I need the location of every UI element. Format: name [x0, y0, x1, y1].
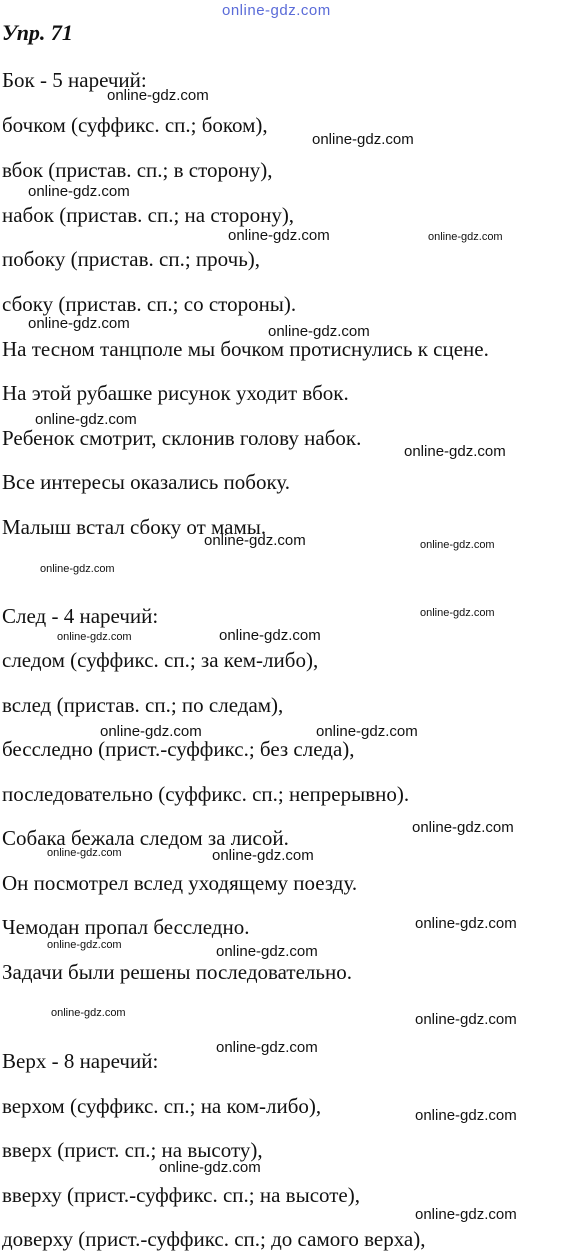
text-line: Ребенок смотрит, склонив голову набок. [2, 426, 362, 450]
watermark: online-gdz.com [428, 231, 503, 243]
watermark: online-gdz.com [268, 323, 370, 340]
text-line: бочком (суффикс. сп.; боком), [2, 113, 268, 137]
watermark: online-gdz.com [100, 723, 202, 740]
watermark: online-gdz.com [312, 131, 414, 148]
watermark: online-gdz.com [404, 443, 506, 460]
text-line: бесследно (прист.-суффикс.; без следа), [2, 737, 355, 761]
watermark: online-gdz.com [216, 943, 318, 960]
watermark: online-gdz.com [204, 532, 306, 549]
text-line: След - 4 наречий: [2, 604, 159, 628]
text-line: вбок (пристав. сп.; в сторону), [2, 158, 273, 182]
text-line: сбоку (пристав. сп.; со стороны). [2, 292, 297, 316]
watermark: online-gdz.com [216, 1039, 318, 1056]
watermark: online-gdz.com [420, 607, 495, 619]
text-line: Собака бежала следом за лисой. [2, 826, 289, 850]
watermark: online-gdz.com [28, 315, 130, 332]
watermark: online-gdz.com [316, 723, 418, 740]
watermark-top: online-gdz.com [222, 2, 331, 19]
text-line: вслед (пристав. сп.; по следам), [2, 693, 284, 717]
watermark: online-gdz.com [219, 627, 321, 644]
watermark: online-gdz.com [35, 411, 137, 428]
text-line: Он посмотрел вслед уходящему поезду. [2, 871, 358, 895]
watermark: online-gdz.com [228, 227, 330, 244]
text-line: последовательно (суффикс. сп.; непрерывно). [2, 782, 410, 806]
watermark: online-gdz.com [415, 1206, 517, 1223]
text-line: доверху (прист.-суффикс. сп.; до самого верха), [2, 1227, 426, 1251]
text-line: Задачи были решены последовательно. [2, 960, 352, 984]
text-line: побоку (пристав. сп.; прочь), [2, 247, 261, 271]
text-line: На этой рубашке рисунок уходит вбок. [2, 381, 349, 405]
watermark: online-gdz.com [159, 1159, 261, 1176]
text-line: Малыш встал сбоку от мамы. [2, 515, 267, 539]
text-line: Все интересы оказались побоку. [2, 470, 291, 494]
text-line: следом (суффикс. сп.; за кем-либо), [2, 648, 319, 672]
watermark: online-gdz.com [47, 939, 122, 951]
text-line: вверх (прист. сп.; на высоту), [2, 1138, 263, 1162]
watermark: online-gdz.com [51, 1007, 126, 1019]
exercise-title: Упр. 71 [2, 20, 73, 45]
watermark: online-gdz.com [412, 819, 514, 836]
watermark: online-gdz.com [420, 539, 495, 551]
text-line: верхом (суффикс. сп.; на ком-либо), [2, 1094, 322, 1118]
watermark: online-gdz.com [415, 1107, 517, 1124]
watermark: online-gdz.com [107, 87, 209, 104]
text-line: Верх - 8 наречий: [2, 1049, 159, 1073]
text-line: вверху (прист.-суффикс. сп.; на высоте), [2, 1183, 360, 1207]
text-line: Чемодан пропал бесследно. [2, 915, 250, 939]
text-line: Бок - 5 наречий: [2, 68, 147, 92]
watermark: online-gdz.com [40, 563, 115, 575]
watermark: online-gdz.com [415, 915, 517, 932]
watermark: online-gdz.com [212, 847, 314, 864]
watermark: online-gdz.com [415, 1011, 517, 1028]
watermark: online-gdz.com [28, 183, 130, 200]
watermark: online-gdz.com [47, 847, 122, 859]
text-line: набок (пристав. сп.; на сторону), [2, 203, 295, 227]
text-line: На тесном танцполе мы бочком протиснулись к сцене. [2, 337, 489, 361]
watermark: online-gdz.com [57, 631, 132, 643]
